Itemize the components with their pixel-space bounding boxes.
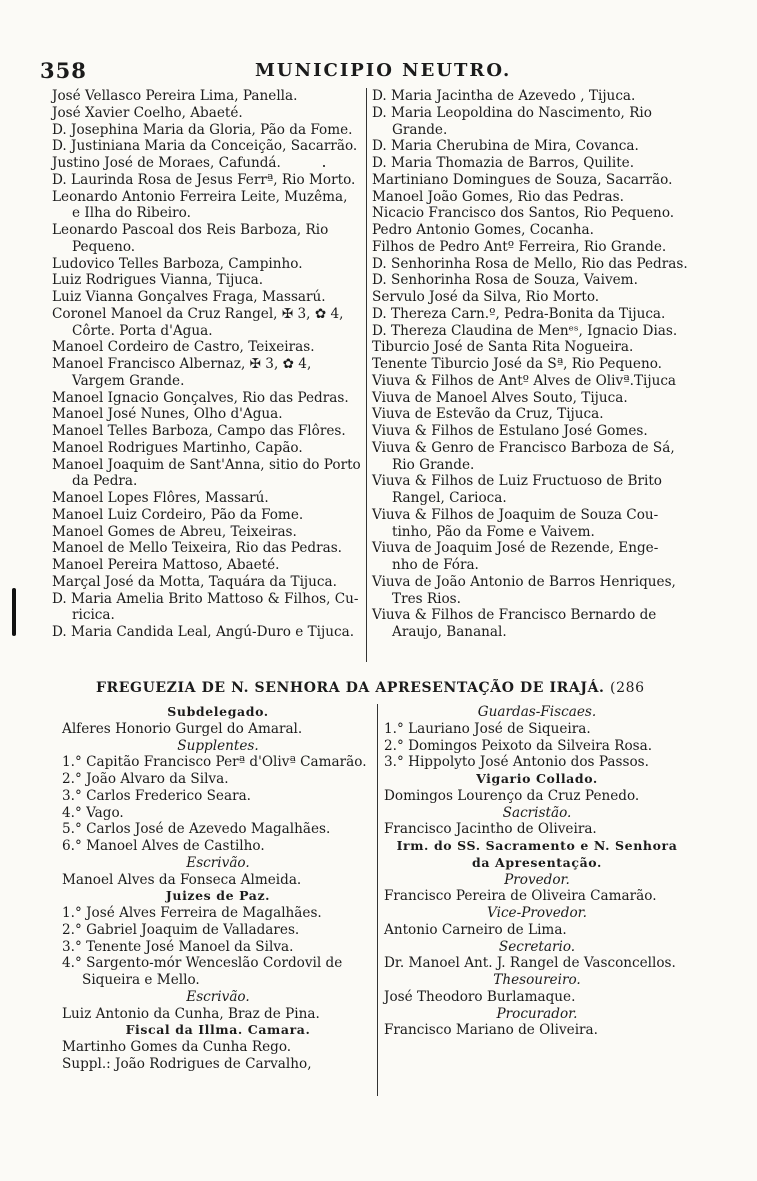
top-right-line: Martiniano Domingues de Souza, Sacarrão. <box>372 171 673 188</box>
bottom-left-line: Siqueira e Mello. <box>82 972 200 988</box>
top-right-line: Servulo José da Silva, Rio Morto. <box>372 289 600 305</box>
top-left-line: Manoel José Nunes, Olho d'Agua. <box>52 406 283 423</box>
bottom-right-line: 2.° Domingos Peixoto da Silveira Rosa. <box>384 737 653 754</box>
bottom-right-line: Sacristão. <box>502 804 572 821</box>
top-right-line: Filhos de Pedro Antº Ferreira, Rio Grande. <box>372 238 667 255</box>
bottom-right-line: Provedor. <box>504 871 570 888</box>
top-left-line: Côrte. Porta d'Agua. <box>72 322 213 339</box>
top-left-line: Ludovico Telles Barboza, Campinho. <box>52 255 303 272</box>
bottom-left-line: Escrivão. <box>186 988 250 1005</box>
top-left-line: Manoel Gomes de Abreu, Teixeiras. <box>52 523 297 540</box>
top-right-line: Tenente Tiburcio José da Sª, Rio Pequeno. <box>372 356 662 372</box>
top-right-line: D. Thereza Carn.º, Pedra-Bonita da Tijuca. <box>372 305 666 322</box>
bottom-right-line: Vice-Provedor. <box>487 905 587 921</box>
top-left-line: Manoel Pereira Mattoso, Abaeté. <box>52 557 280 573</box>
bottom-right-line: 1.° Lauriano José de Siqueira. <box>384 720 591 737</box>
bottom-right-line: Guardas-Fiscaes. <box>477 704 597 720</box>
bottom-right-line: Francisco Mariano de Oliveira. <box>384 1022 598 1039</box>
bottom-left-line: Manoel Alves da Fonseca Almeida. <box>62 871 302 888</box>
page-number: 358 <box>40 58 87 83</box>
bottom-right-line: Francisco Jacintho de Oliveira. <box>384 821 597 838</box>
top-left-line: Manoel Ignacio Gonçalves, Rio das Pedras. <box>52 389 349 406</box>
top-right-line: Viuva & Filhos de Francisco Bernardo de <box>372 607 657 624</box>
top-left-line: Manoel Cordeiro de Castro, Teixeiras. <box>52 339 315 356</box>
top-right-line: Araujo, Bananal. <box>392 624 507 640</box>
bottom-left-line: 2.° João Alvaro da Silva. <box>62 771 229 787</box>
bottom-right-line: 3.° Hippolyto José Antonio dos Passos. <box>384 754 649 771</box>
top-left-line: ricica. <box>72 607 115 624</box>
bottom-left-line: Juizes de Paz. <box>165 888 271 904</box>
top-left-line: Manoel Telles Barboza, Campo das Flôres. <box>52 423 346 439</box>
parish-number: (286 <box>610 680 645 696</box>
bottom-right-line: da Apresentação. <box>472 854 602 870</box>
bottom-right-line: Francisco Pereira de Oliveira Camarão. <box>384 888 657 905</box>
top-right-line: Viuva & Filhos de Joaquim de Souza Cou- <box>372 506 659 523</box>
margin-ink-mark <box>12 588 16 636</box>
top-right-line: Viuva & Genro de Francisco Barboza de Sá, <box>372 439 675 456</box>
top-right-line: D. Maria Thomazia de Barros, Quilite. <box>372 155 635 171</box>
bottom-left-line: 1.° Capitão Francisco Perª d'Olivª Camarão. <box>62 754 367 771</box>
top-left-line: da Pedra. <box>72 473 138 490</box>
top-left-line: Manoel Joaquim de Sant'Anna, sitio do Porto <box>52 456 361 473</box>
top-left-line: Manoel de Mello Teixeira, Rio das Pedras. <box>52 540 342 557</box>
top-right-line: Viuva & Filhos de Luiz Fructuoso de Brito <box>372 473 662 490</box>
top-right-line: Viuva & Filhos de Antº Alves de Olivª.Tijuca <box>372 372 677 389</box>
top-left-line: e Ilha do Ribeiro. <box>72 205 191 222</box>
bottom-right-line: Dr. Manoel Ant. J. Rangel de Vasconcellos. <box>384 955 676 972</box>
top-left-line: Vargem Grande. <box>72 372 185 389</box>
bottom-left-line: Alferes Honorio Gurgel do Amaral. <box>62 720 303 737</box>
top-right-line: D. Thereza Claudina de Menᵉˢ, Ignacio Dias. <box>372 322 678 339</box>
bottom-right-line: Thesoureiro. <box>493 972 581 988</box>
top-left-line: Pequeno. <box>72 238 136 255</box>
top-right-line: tinho, Pão da Fome e Vaivem. <box>392 523 595 540</box>
running-title: MUNICIPIO NEUTRO. <box>255 60 512 81</box>
top-left-line: D. Maria Amelia Brito Mattoso & Filhos, Cu- <box>52 590 359 607</box>
bottom-left-line: Fiscal da Illma. Camara. <box>125 1022 311 1038</box>
column-divider-bottom <box>377 704 378 1096</box>
bottom-left-line: 3.° Tenente José Manoel da Silva. <box>62 938 294 955</box>
bottom-left-line: 5.° Carlos José de Azevedo Magalhães. <box>62 821 331 838</box>
top-left-line: José Vellasco Pereira Lima, Panella. <box>52 88 298 104</box>
parish-title: FREGUEZIA DE N. SENHORA DA APRESENTAÇÃO DE IRAJÁ. <box>96 680 605 696</box>
bottom-left-line: Supplentes. <box>177 737 259 754</box>
top-left-line: Leonardo Pascoal dos Reis Barboza, Rio <box>52 222 329 238</box>
top-left-line: Manoel Francisco Albernaz, ✠ 3, ✿ 4, <box>52 356 312 372</box>
column-bottom-left <box>62 704 374 1073</box>
bottom-right-line: Antonio Carneiro de Lima. <box>384 921 567 938</box>
bottom-left-line: 4.° Vago. <box>62 804 124 821</box>
top-left-line: José Xavier Coelho, Abaeté. <box>52 104 243 121</box>
bottom-left-line: Escrivão. <box>186 854 250 871</box>
top-right-line: Viuva de João Antonio de Barros Henriques, <box>372 573 676 590</box>
column-top-left <box>52 88 364 641</box>
top-left-line: Leonardo Antonio Ferreira Leite, Muzêma, <box>52 188 348 205</box>
top-right-line: D. Senhorinha Rosa de Mello, Rio das Pedras. <box>372 255 688 272</box>
parish-heading <box>96 680 645 696</box>
top-right-line: Viuva de Estevão da Cruz, Tijuca. <box>372 406 604 423</box>
bottom-left-line: Suppl.: João Rodrigues de Carvalho, <box>62 1055 312 1072</box>
column-top-right <box>372 88 694 641</box>
bottom-left-line: Luiz Antonio da Cunha, Braz de Pina. <box>62 1005 320 1022</box>
top-right-line: Rangel, Carioca. <box>392 490 507 506</box>
top-left-line: D. Laurinda Rosa de Jesus Ferrª, Rio Morto. <box>52 171 356 188</box>
bottom-right-line: Vigario Collado. <box>476 771 598 786</box>
top-right-line: D. Maria Jacintha de Azevedo , Tijuca. <box>372 88 636 104</box>
top-right-line: D. Maria Cherubina de Mira, Covanca. <box>372 138 639 155</box>
top-right-line: Grande. <box>392 121 448 138</box>
top-left-line: Justino José de Moraes, Cafundá. <box>52 155 281 171</box>
top-right-line: Tiburcio José de Santa Rita Nogueira. <box>372 339 634 356</box>
top-right-line: Manoel João Gomes, Rio das Pedras. <box>372 188 624 205</box>
bottom-left-line: 3.° Carlos Frederico Seara. <box>62 787 251 804</box>
top-left-line: Manoel Rodrigues Martinho, Capão. <box>52 439 303 456</box>
bottom-left-line: 6.° Manoel Alves de Castilho. <box>62 838 265 854</box>
top-left-line: D. Maria Candida Leal, Angú-Duro e Tijuca. <box>52 624 355 640</box>
bottom-right-line: Procurador. <box>496 1005 578 1022</box>
top-right-line: Rio Grande. <box>392 456 475 473</box>
bottom-left-line: 2.° Gabriel Joaquim de Valladares. <box>62 921 300 938</box>
top-left-line: Manoel Lopes Flôres, Massarú. <box>52 490 269 506</box>
top-right-line: D. Maria Leopoldina do Nascimento, Rio <box>372 104 652 121</box>
top-right-line: Tres Rios. <box>392 590 461 607</box>
top-left-line: Luiz Vianna Gonçalves Fraga, Massarú. <box>52 289 326 305</box>
column-bottom-right <box>384 704 690 1039</box>
bottom-left-line: Martinho Gomes da Cunha Rego. <box>62 1039 292 1055</box>
bottom-right-line: Secretario. <box>498 938 576 955</box>
top-right-line: nho de Fóra. <box>392 557 479 573</box>
bottom-right-line: José Theodoro Burlamaque. <box>384 988 576 1005</box>
top-right-line: Viuva & Filhos de Estulano José Gomes. <box>372 423 648 439</box>
bottom-right-line: Irm. do SS. Sacramento e N. Senhora <box>396 838 678 853</box>
top-left-line: Coronel Manoel da Cruz Rangel, ✠ 3, ✿ 4, <box>52 305 344 322</box>
bottom-left-line: Subdelegado. <box>167 704 269 719</box>
bottom-left-line: 4.° Sargento-mór Wenceslão Cordovil de <box>62 955 343 972</box>
top-left-line: Luiz Rodrigues Vianna, Tijuca. <box>52 272 264 289</box>
top-left-line: Manoel Luiz Cordeiro, Pão da Fome. <box>52 506 304 523</box>
bottom-right-line: Domingos Lourenço da Cruz Penedo. <box>384 787 640 804</box>
top-left-line: D. Josephina Maria da Gloria, Pão da Fome. <box>52 121 353 138</box>
top-left-line: Marçal José da Motta, Taquára da Tijuca. <box>52 573 337 590</box>
top-right-line: Nicacio Francisco dos Santos, Rio Pequeno. <box>372 205 675 222</box>
column-divider-top <box>366 88 367 662</box>
top-right-line: Viuva de Manoel Alves Souto, Tijuca. <box>372 389 628 406</box>
top-right-line: Viuva de Joaquim José de Rezende, Enge- <box>372 540 659 557</box>
top-right-line: D. Senhorinha Rosa de Souza, Vaivem. <box>372 272 638 289</box>
top-left-line: D. Justiniana Maria da Conceição, Sacarrão. <box>52 138 358 155</box>
bottom-left-line: 1.° José Alves Ferreira de Magalhães. <box>62 905 322 921</box>
top-right-line: Pedro Antonio Gomes, Cocanha. <box>372 222 594 238</box>
